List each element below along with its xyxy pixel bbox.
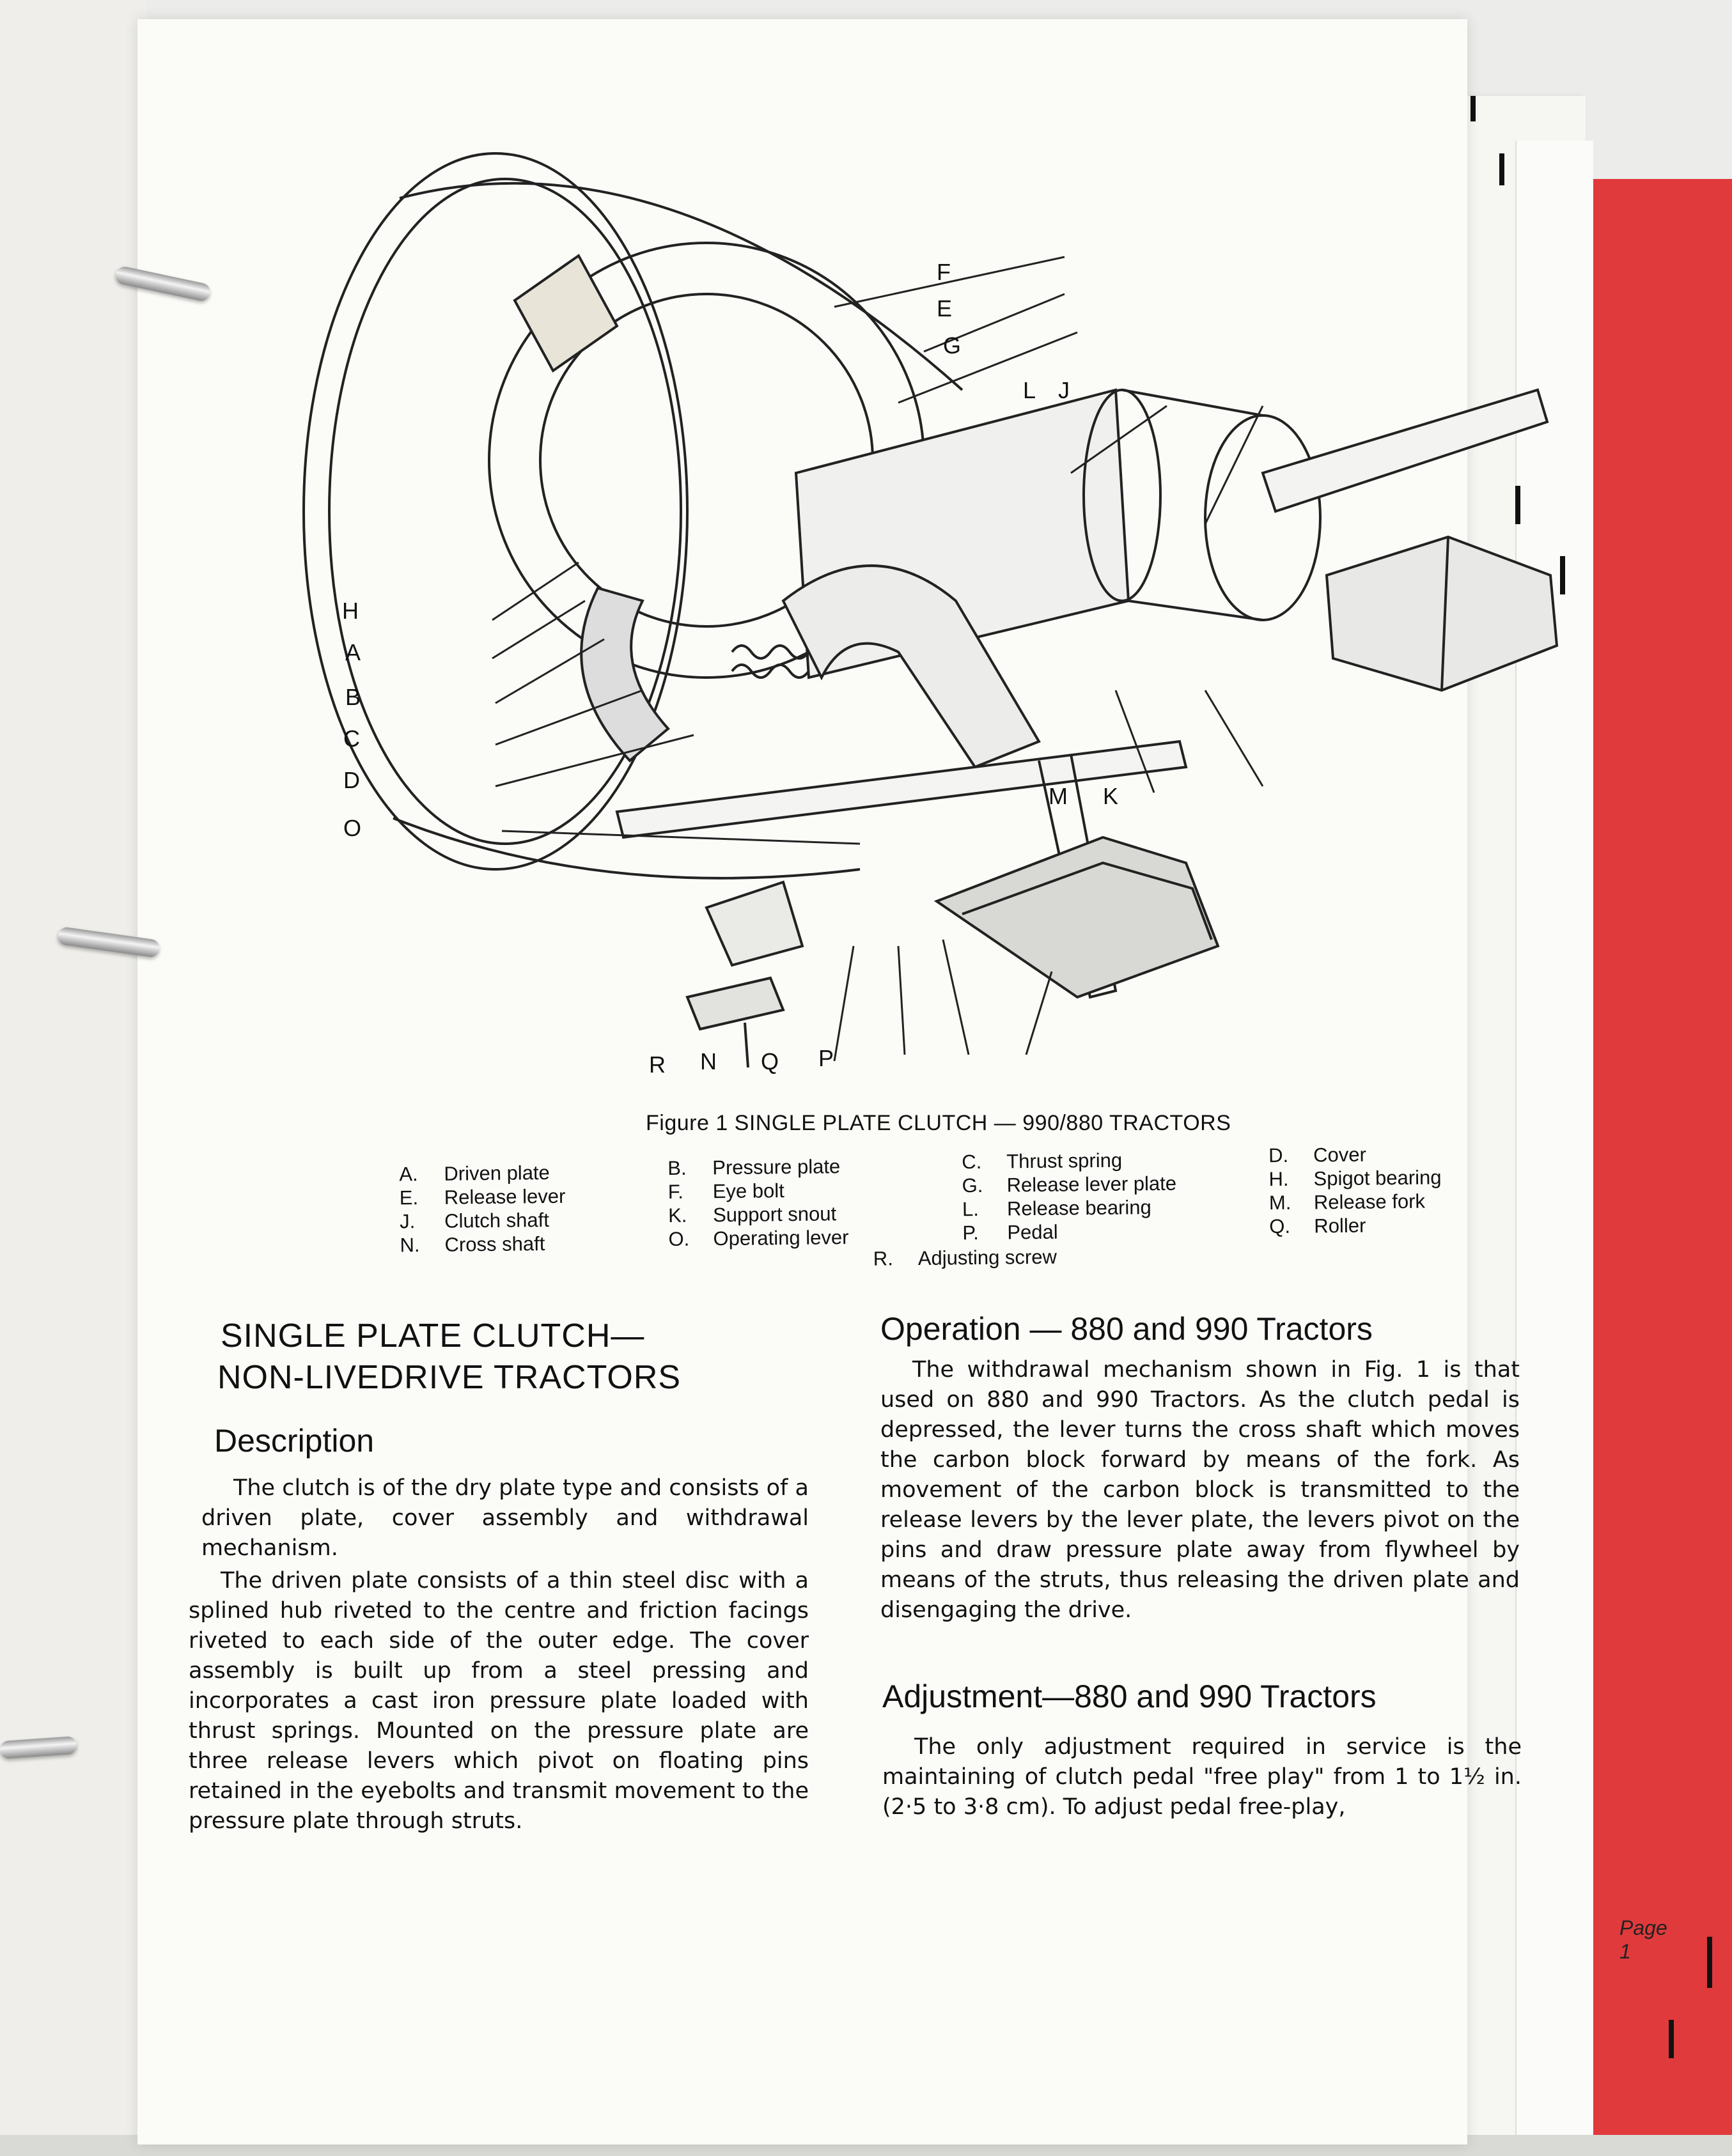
section-title-line2: NON-LIVEDRIVE TRACTORS <box>217 1359 682 1396</box>
callout-g: G <box>943 332 962 359</box>
description-para-2: The driven plate consists of a thin steel disc with a splined hub riveted to the centre and friction facings riveted to each side of the outer edge. The cover assembly is built up from a steel pressing and incorporates a cast iron pressure plate loaded with thrust springs. Mounted on the pressure plate are three release levers which pivot on floating pins retained in the eyebolts and transmit movement to the pressure plate through struts. <box>189 1568 809 1834</box>
legend-item <box>962 1172 1176 1198</box>
callout-m: M <box>1049 783 1068 809</box>
legend-key: J. <box>399 1210 416 1233</box>
callout-r: R <box>649 1051 666 1078</box>
legend-key: R. <box>873 1247 894 1270</box>
legend-label: Spigot bearing <box>1313 1166 1442 1190</box>
legend-item <box>1268 1144 1366 1168</box>
legend-label: Eye bolt <box>712 1179 784 1203</box>
legend-item <box>667 1155 840 1180</box>
callout-c: C <box>343 725 360 752</box>
legend-key: B. <box>667 1156 687 1180</box>
legend-item <box>668 1179 784 1204</box>
legend-label: Release fork <box>1313 1190 1426 1214</box>
figure-caption: Figure 1 SINGLE PLATE CLUTCH — 990/880 TRACTORS <box>646 1111 1231 1135</box>
legend-label: Operating lever <box>713 1226 849 1250</box>
legend-label: Release bearing <box>1006 1196 1151 1220</box>
operation-heading: Operation — 880 and 990 Tractors <box>880 1311 1373 1347</box>
callout-b: B <box>345 684 361 710</box>
callout-k: K <box>1103 783 1119 809</box>
legend-key: A. <box>399 1163 418 1186</box>
operation-text: The withdrawal mechanism shown in Fig. 1 is that used on 880 and 990 Tractors. As the clutch pedal is depressed, the lever turns the cross shaft which moves the carbon block forward by means of the fork. As movement of the carbon block is transmitted to the release levers by the lever plate, the levers pivot on the pins and draw pressure plate away from flywheel by means of the struts, thus releasing the driven plate and disengaging the drive. <box>880 1357 1520 1623</box>
legend-key: N. <box>400 1234 420 1257</box>
legend-label: Pressure plate <box>712 1155 841 1179</box>
legend-item <box>1269 1214 1366 1239</box>
legend-key: K. <box>667 1204 687 1227</box>
legend-label: Cross shaft <box>444 1232 545 1256</box>
legend-item <box>668 1202 836 1227</box>
callout-h: H <box>342 598 359 624</box>
legend-label: Roller <box>1314 1214 1366 1237</box>
legend-item <box>400 1232 545 1257</box>
legend-item <box>668 1226 848 1251</box>
description-heading: Description <box>214 1423 375 1459</box>
adjustment-heading: Adjustment—880 and 990 Tractors <box>882 1679 1377 1714</box>
legend-label: Driven plate <box>444 1161 550 1185</box>
legend-item <box>962 1196 1151 1221</box>
section-title-line1: SINGLE PLATE CLUTCH— <box>221 1317 645 1354</box>
callout-o: O <box>343 815 362 841</box>
legend-label: Support snout <box>712 1202 837 1227</box>
legend-key: P. <box>962 1221 979 1245</box>
legend-label: Cover <box>1313 1143 1367 1167</box>
adjustment-text: The only adjustment required in service is the maintaining of clutch pedal "free play" from 1 to 1½ in. (2·5 to 3·8 cm). To adjust pedal free-play, <box>882 1734 1522 1820</box>
description-para-1: The clutch is of the dry plate type and consists of a driven plate, cover assembly and withdrawal mechanism. <box>201 1475 809 1561</box>
callout-l: L <box>1023 377 1036 403</box>
legend-key: H. <box>1268 1167 1289 1191</box>
legend-item <box>962 1149 1122 1174</box>
legend-item <box>400 1185 566 1210</box>
legend-label: Clutch shaft <box>444 1208 550 1232</box>
legend-key: F. <box>667 1180 684 1204</box>
legend-key: D. <box>1268 1144 1289 1167</box>
legend-label: Thrust spring <box>1006 1149 1123 1173</box>
legend-key: M. <box>1268 1191 1291 1214</box>
legend-item <box>1269 1190 1425 1215</box>
legend-key: Q. <box>1269 1214 1291 1238</box>
manual-page <box>137 19 1667 2144</box>
legend-key: L. <box>962 1197 979 1221</box>
callout-e: E <box>937 295 953 322</box>
callout-f: F <box>937 259 951 285</box>
legend-item <box>399 1161 550 1186</box>
legend-label: Pedal <box>1007 1220 1058 1244</box>
legend-key: E. <box>399 1186 419 1209</box>
callout-q: Q <box>761 1048 779 1074</box>
figure-legend <box>399 1138 1551 1278</box>
legend-key: C. <box>962 1150 982 1174</box>
legend-key: O. <box>668 1227 690 1251</box>
legend-item <box>400 1209 549 1233</box>
index-tab-mark <box>1707 1937 1712 1988</box>
callout-j: J <box>1058 377 1070 403</box>
callout-n: N <box>700 1048 717 1074</box>
legend-label: Release lever plate <box>1006 1172 1177 1197</box>
legend-label: Adjusting screw <box>917 1245 1057 1269</box>
callout-p: P <box>818 1045 834 1071</box>
callout-d: D <box>343 767 360 793</box>
legend-label: Release lever <box>444 1184 566 1209</box>
index-tab-mark <box>1669 2020 1674 2058</box>
legend-key: G. <box>962 1174 983 1197</box>
binder-cover <box>0 0 147 2156</box>
callout-a: A <box>345 639 361 665</box>
legend-item <box>1268 1166 1441 1191</box>
page-number: Page 1 <box>1619 1916 1667 1963</box>
legend-item <box>962 1221 1058 1245</box>
legend-item <box>873 1246 1057 1271</box>
